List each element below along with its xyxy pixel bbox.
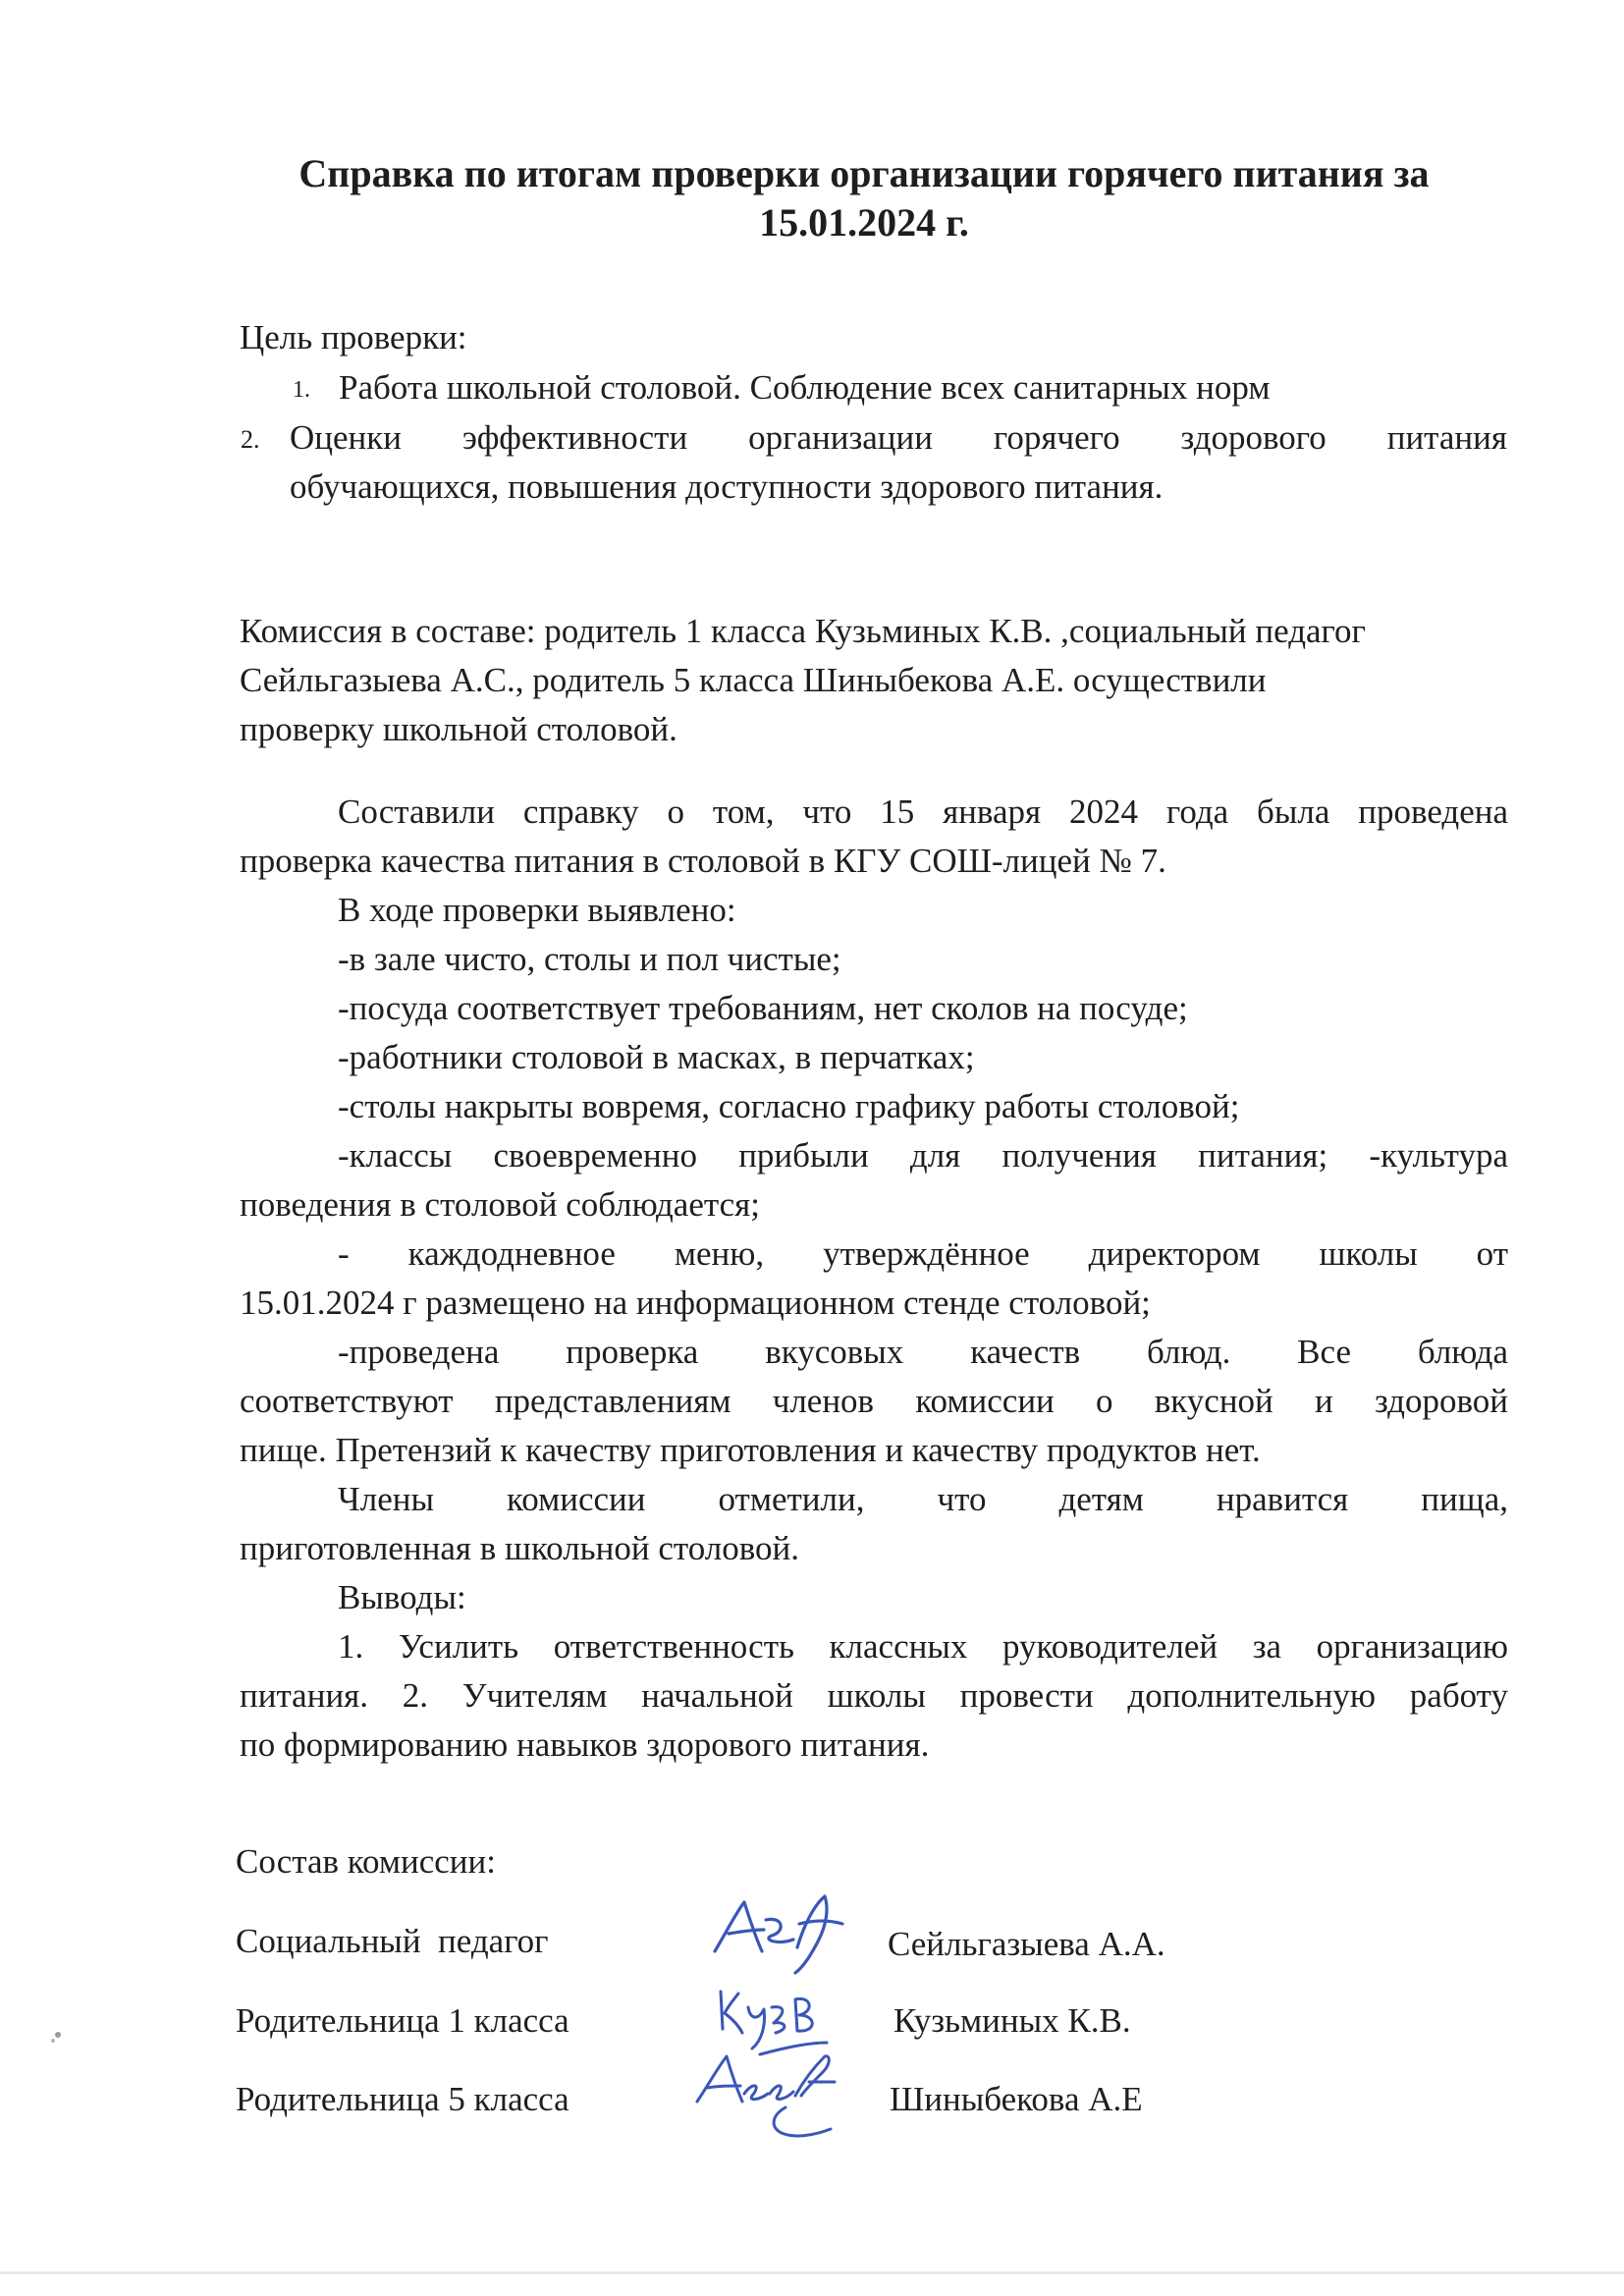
body-line-9: поведения в столовой соблюдается; [240,1185,760,1224]
body-line-2: проверка качества питания в столовой в КГУ СОШ-лицей № 7. [240,842,1166,880]
body-line-4: -в зале чисто, столы и пол чистые; [338,940,841,978]
signature-row-3-name: Шиныбекова А.Е [890,2080,1143,2118]
body-line-11: 15.01.2024 г размещено на информационном стенде столовой; [240,1284,1151,1322]
body-line-13: соответствуют представлениям членов комиссии о вкусной и здоровой [240,1382,1508,1420]
signature-3-image [687,2043,854,2151]
signature-row-2-name: Кузьминых К.В. [893,2001,1131,2040]
body-line-12: -проведена проверка вкусовых качеств блюд. Все блюда [338,1333,1508,1371]
conclusions-heading: Выводы: [338,1578,466,1616]
signature-row-1-role: Социальный педагог [236,1922,549,1960]
body-line-18: 1. Усилить ответственность классных руководителей за организацию [338,1627,1508,1666]
commission-line-3: проверку школьной столовой. [240,710,677,748]
scan-speckle [49,2023,79,2052]
signature-1-image [707,1890,854,1979]
body-line-14: пище. Претензий к качеству приготовления и качеству продуктов нет. [240,1431,1261,1469]
body-line-8: -классы своевременно прибыли для получения питания; -культура [338,1136,1508,1175]
document-title-line-1: Справка по итогам проверки организации горячего питания за [298,151,1430,195]
signature-row-3-role: Родительница 5 класса [236,2080,569,2118]
body-line-1: Составили справку о том, что 15 января 2024 года была проведена [338,793,1508,831]
signature-row-2-role: Родительница 1 класса [236,2001,569,2040]
signature-row-1-name: Сейльгазыева А.А. [888,1925,1165,1963]
body-line-5: -посуда соответствует требованиям, нет сколов на посуде; [338,989,1188,1027]
goal-heading: Цель проверки: [240,318,467,356]
body-line-15: Члены комиссии отметили, что детям нравится пища, [338,1480,1508,1518]
scan-edge-line [0,2271,1624,2274]
body-line-7: -столы накрыты вовремя, согласно графику работы столовой; [338,1087,1240,1125]
commission-line-2: Сейльгазыева А.С., родитель 5 класса Шиныбекова А.Е. осуществили [240,661,1267,699]
signatures-heading: Состав комиссии: [236,1842,496,1881]
body-line-16: приготовленная в школьной столовой. [240,1529,799,1567]
body-line-3: В ходе проверки выявлено: [338,891,736,929]
goal-item-1-text: Работа школьной столовой. Соблюдение всех санитарных норм [339,368,1271,407]
goal-item-2-text-line-2: обучающихся, повышения доступности здорового питания. [290,467,1164,506]
body-line-20: по формированию навыков здорового питания. [240,1725,930,1764]
body-line-6: -работники столовой в масках, в перчатках; [338,1038,975,1076]
goal-item-1-number: 1. [293,377,310,403]
commission-line-1: Комиссия в составе: родитель 1 класса Кузьминых К.В. ,социальный педагог [240,612,1366,650]
body-line-19: питания. 2. Учителям начальной школы провести дополнительную работу [240,1676,1508,1715]
body-line-10: - каждодневное меню, утверждённое директором школы от [338,1234,1508,1273]
goal-item-2-text-line-1: Оценки эффективности организации горячего здорового питания [290,418,1507,457]
goal-item-2-number: 2. [241,425,260,454]
document-title-line-2: 15.01.2024 г. [759,200,969,245]
